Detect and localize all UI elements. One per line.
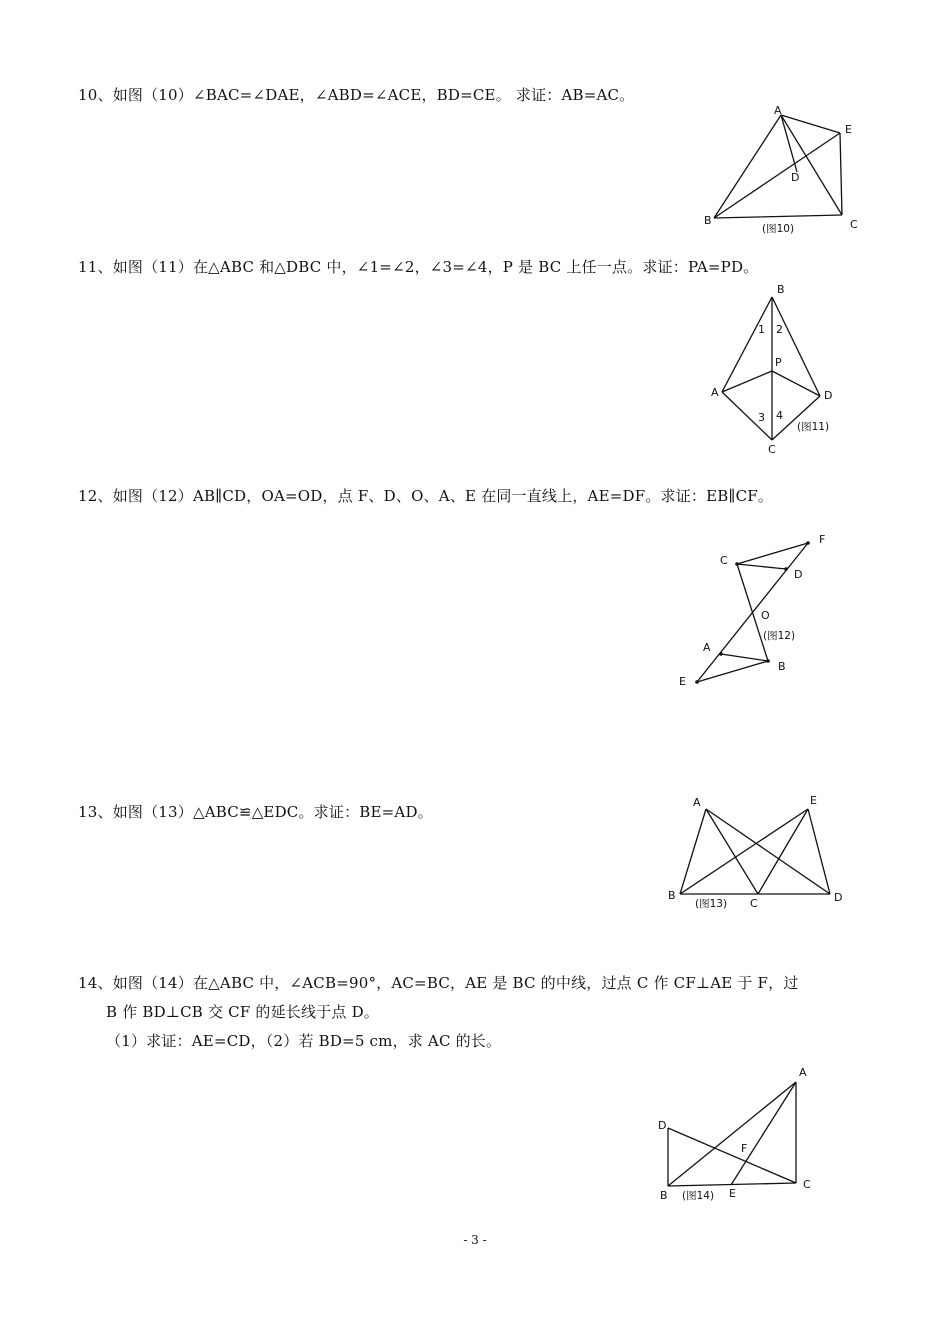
fig14-label-d: D xyxy=(658,1119,667,1132)
fig13-label-b: B xyxy=(668,889,676,902)
problem-11-number: 11、 xyxy=(78,258,113,276)
fig10-label-c: C xyxy=(850,218,858,231)
page-number: - 3 - xyxy=(463,1233,487,1247)
problem-12-number: 12、 xyxy=(78,487,113,505)
fig10-label-a: A xyxy=(774,104,782,117)
problem-14-line2: B 作 BD⊥CB 交 CF 的延长线于点 D。 xyxy=(106,1003,379,1021)
fig13-caption: (图13) xyxy=(695,898,728,910)
fig10-caption: (图10) xyxy=(762,223,795,235)
fig11-label-b: B xyxy=(777,283,785,296)
problem-14-number: 14、 xyxy=(78,974,113,992)
fig11-angle-2: 2 xyxy=(776,323,783,336)
problem-10-text: 如图（10）∠BAC=∠DAE，∠ABD=∠ACE，BD=CE。 求证：AB=AC。 xyxy=(112,86,635,104)
fig12-label-d: D xyxy=(794,568,803,581)
fig13-label-e: E xyxy=(810,794,817,807)
fig13-label-d: D xyxy=(834,891,843,904)
fig14-label-b: B xyxy=(660,1189,668,1202)
fig13-label-a: A xyxy=(693,796,701,809)
fig12-caption: (图12) xyxy=(763,630,796,642)
problem-14-text: 如图（14）在△ABC 中，∠ACB=90°，AC=BC，AE 是 BC 的中线，过点 C 作 CF⊥AE 于 F，过 xyxy=(112,974,799,992)
fig14-caption: (图14) xyxy=(682,1190,715,1202)
fig10-label-b: B xyxy=(704,214,712,227)
fig11-label-c: C xyxy=(768,443,776,456)
fig12-label-o: O xyxy=(761,609,770,622)
fig11-angle-4: 4 xyxy=(776,409,783,422)
problem-14-line3: （1）求证：AE=CD，（2）若 BD=5 cm，求 AC 的长。 xyxy=(106,1032,502,1050)
fig12-label-c: C xyxy=(720,554,728,567)
fig11-angle-1: 1 xyxy=(758,323,765,336)
fig12-label-f: F xyxy=(819,533,826,546)
problem-13-text: 如图（13）△ABC≌△EDC。求证：BE=AD。 xyxy=(112,803,433,821)
figure-14-lines xyxy=(668,1082,796,1186)
problem-11-text: 如图（11）在△ABC 和△DBC 中，∠1=∠2，∠3=∠4，P 是 BC 上任一点。求证：PA=PD。 xyxy=(112,258,759,276)
fig10-label-d: D xyxy=(791,171,800,184)
fig13-label-c: C xyxy=(750,897,758,910)
fig14-label-a: A xyxy=(799,1066,807,1079)
fig12-label-e: E xyxy=(679,675,686,688)
fig14-label-e: E xyxy=(729,1187,736,1200)
fig10-label-e: E xyxy=(845,123,852,136)
problem-13-number: 13、 xyxy=(78,803,113,821)
fig12-label-a: A xyxy=(703,641,711,654)
problem-12-text: 如图（12）AB∥CD，OA=OD，点 F、D、O、A、E 在同一直线上，AE=DF。求证：EB∥CF。 xyxy=(112,487,774,505)
problem-10-number: 10、 xyxy=(78,86,113,104)
fig11-label-d: D xyxy=(824,389,833,402)
fig11-label-a: A xyxy=(711,386,719,399)
fig14-label-f: F xyxy=(741,1142,748,1155)
fig14-label-c: C xyxy=(803,1178,811,1191)
fig11-angle-3: 3 xyxy=(758,411,765,424)
fig11-label-p: P xyxy=(775,356,782,369)
fig11-caption: (图11) xyxy=(797,421,830,433)
fig12-label-b: B xyxy=(778,660,786,673)
